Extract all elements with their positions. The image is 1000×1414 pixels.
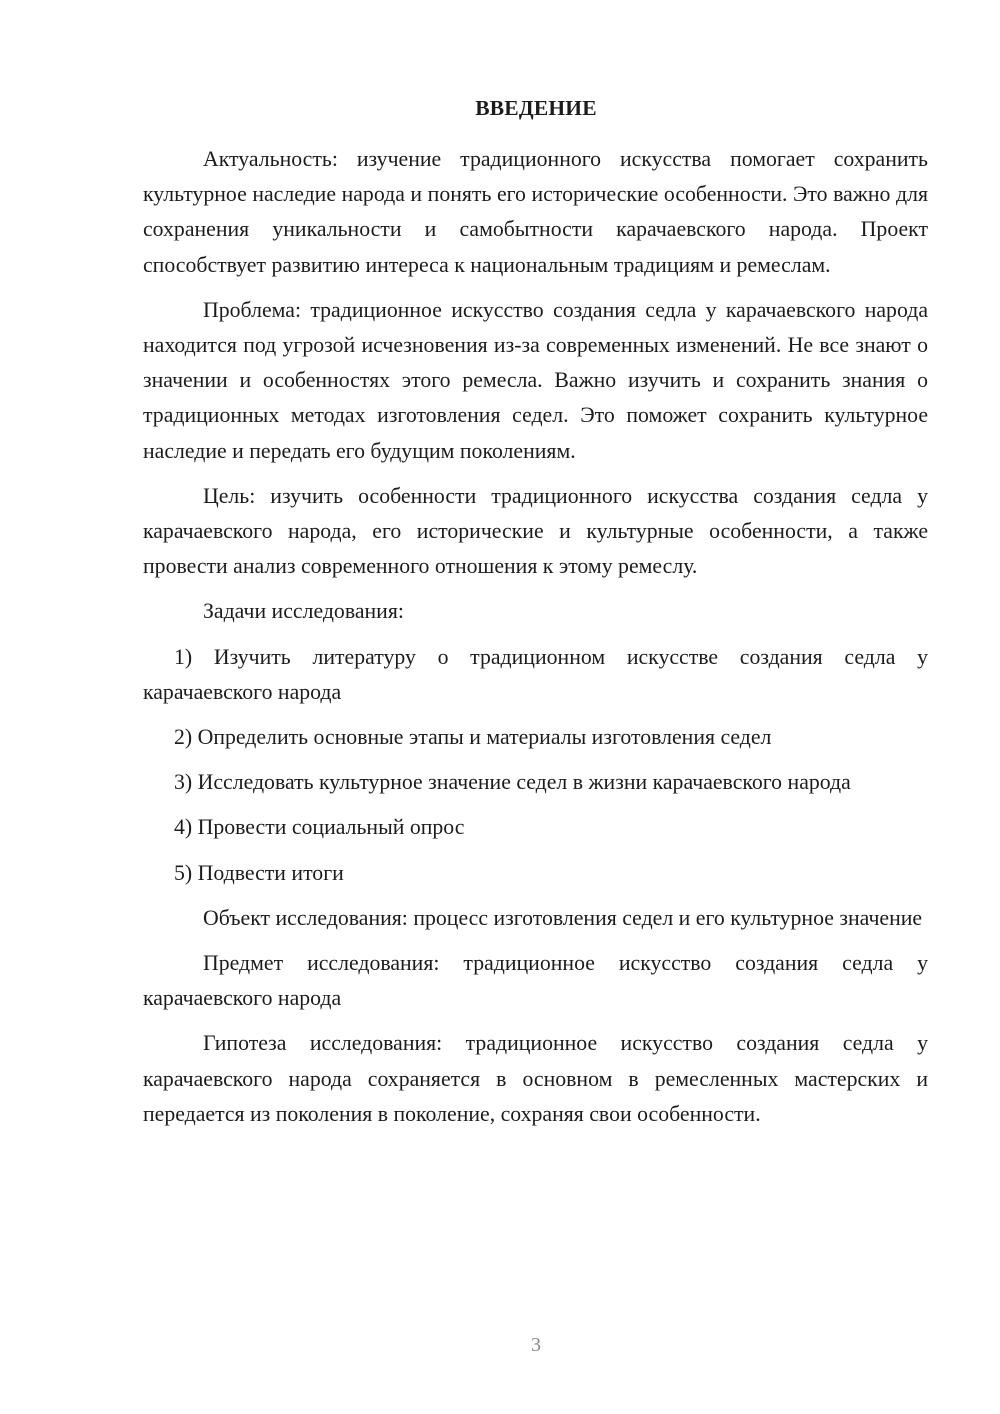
task-item: 4) Провести социальный опрос bbox=[174, 815, 465, 840]
page-number: 3 bbox=[531, 1334, 541, 1356]
goal-paragraph: Цель: изучить особенности традиционного искусства создания седла у карачаевского народа, его исторические и культурные особенности, а также провести анализ современного отношения к этому ремеслу. bbox=[143, 483, 928, 579]
task-item: 1) Изучить литературу о традиционном искусстве создания седла у карачаевского народа bbox=[143, 644, 928, 704]
page-content bbox=[143, 142, 928, 1142]
task-item: 3) Исследовать культурное значение седел в жизни карачаевского народа bbox=[174, 770, 851, 795]
task-item: 5) Подвести итоги bbox=[174, 860, 344, 885]
relevance-paragraph: Актуальность: изучение традиционного искусства помогает сохранить культурное наследие народа и понять его исторические особенности. Это важно для сохранения уникальности и самобытности карачаевского народа. Проект способствует развитию интереса к национальным традициям и ремеслам. bbox=[143, 147, 928, 277]
object-paragraph: Объект исследования: процесс изготовления седел и его культурное значение bbox=[203, 905, 923, 930]
problem-paragraph: Проблема: традиционное искусство создания седла у карачаевского народа находится под угрозой исчезновения из-за современных изменений. Не все знают о значении и особенностях этого ремесла. Важно изучить и сохранить знания о традиционных методах изготовления седел. Это поможет сохранить культурное наследие и передать его будущим поколениям. bbox=[143, 297, 928, 463]
task-item: 2) Определить основные этапы и материалы изготовления седел bbox=[174, 725, 772, 750]
page-title: ВВЕДЕНИЕ bbox=[475, 96, 597, 120]
tasks-heading: Задачи исследования: bbox=[203, 599, 404, 624]
subject-paragraph: Предмет исследования: традиционное искусство создания седла у карачаевского народа bbox=[143, 951, 928, 1011]
hypothesis-paragraph: Гипотеза исследования: традиционное искусство создания седла у карачаевского народа сохраняется в основном в ремесленных мастерских и передается из поколения в поколение, сохраняя свои особенности. bbox=[143, 1031, 928, 1126]
